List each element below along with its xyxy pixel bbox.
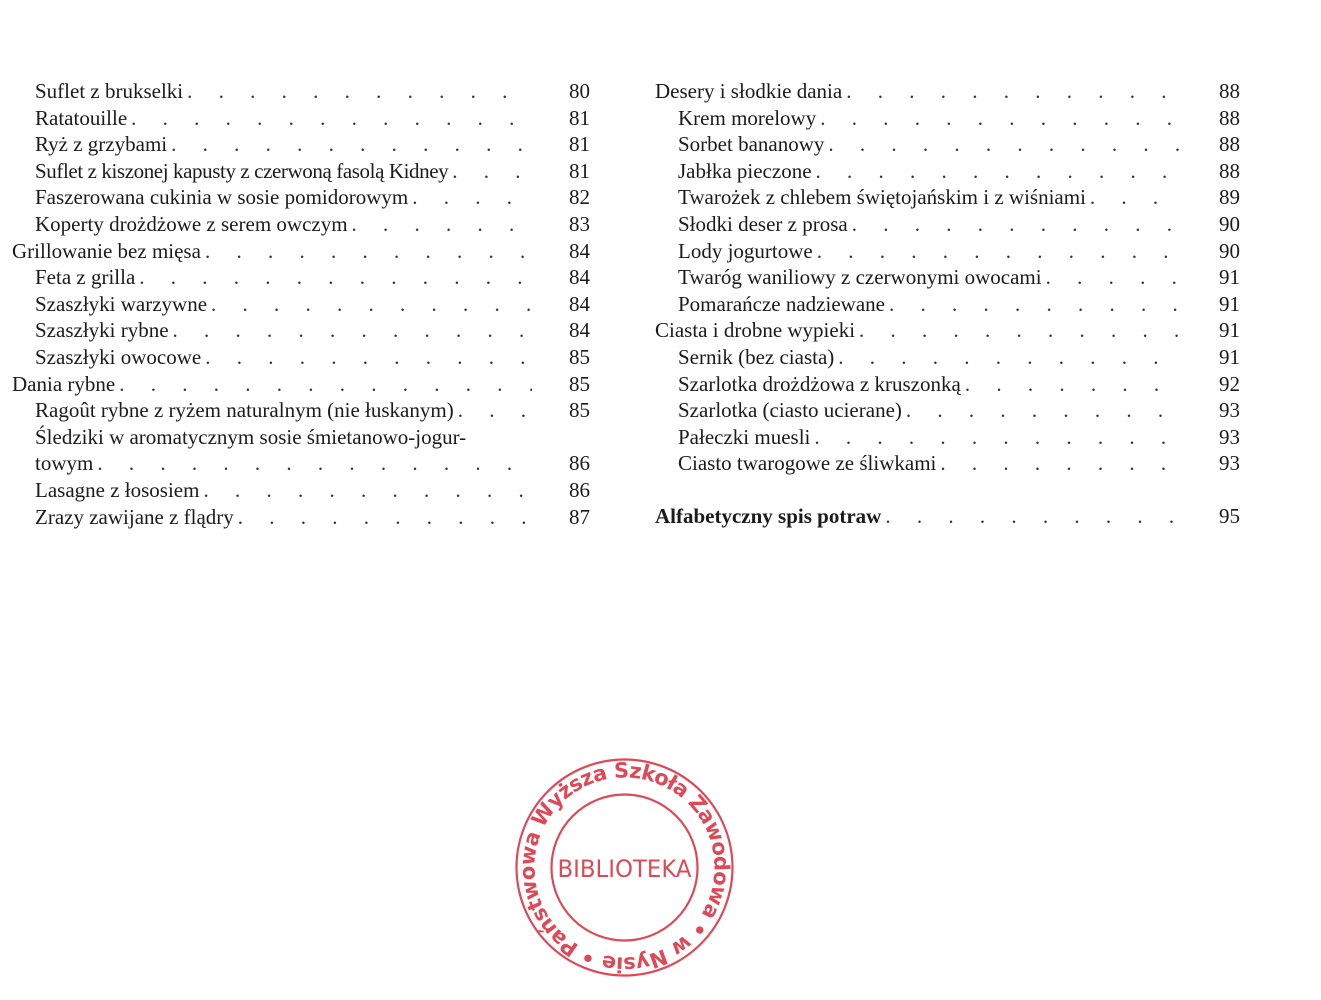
toc-section-heading: Dania rybne . . . 85	[12, 371, 590, 398]
toc-entry: Szarlotka (ciasto ucierane) . . . 93	[655, 397, 1240, 424]
toc-entry: Szaszłyki rybne . . . 84	[12, 317, 590, 344]
toc-entry: Ciasto twarogowe ze śliwkami . . . 93	[655, 450, 1240, 477]
toc-index-entry: Alfabetyczny spis potraw . . . 95	[655, 503, 1240, 530]
toc-entry: Szaszłyki warzywne . . . 84	[12, 291, 590, 318]
toc-entry: Suflet z kiszonej kapusty z czerwoną fasolą Kidney . . . 81	[12, 158, 590, 185]
toc-entry: Słodki deser z prosa . . . 90	[655, 211, 1240, 238]
toc-entry: Szarlotka drożdżowa z kruszonką . . . 92	[655, 371, 1240, 398]
toc-entry: Twarożek z chlebem świętojańskim i z wiśniami . . . 89	[655, 184, 1240, 211]
toc-entry: Ragoût rybne z ryżem naturalnym (nie łuskanym) . . . 85	[12, 397, 590, 424]
toc-entry: Ryż z grzybami . . . 81	[12, 131, 590, 158]
toc-entry: Feta z grilla . . . 84	[12, 264, 590, 291]
toc-entry: Pałeczki muesli . . . 93	[655, 424, 1240, 451]
toc-section-heading: Desery i słodkie dania . . . 88	[655, 78, 1240, 105]
toc-entry: Ratatouille . . . 81	[12, 105, 590, 132]
toc-entry: Sernik (bez ciasta) . . . 91	[655, 344, 1240, 371]
toc-entry: Lasagne z łososiem . . . 86	[12, 477, 590, 504]
toc-entry: Zrazy zawijane z flądry . . . 87	[12, 504, 590, 531]
stamp-ring-text: Państwowa Wyższa Szkoła Zawodowa • w Nysie •	[515, 758, 734, 977]
toc-entry: Pomarańcze nadziewane . . . 91	[655, 291, 1240, 318]
toc-right-column	[655, 78, 1240, 530]
toc-entry: Suflet z brukselki . . . 80	[12, 78, 590, 105]
toc-section-heading: Ciasta i drobne wypieki . . . 91	[655, 317, 1240, 344]
stamp-center-text: BIBLIOTEKA	[557, 855, 692, 883]
toc-section-heading: Grillowanie bez mięsa . . . 84	[12, 238, 590, 265]
toc-left-column	[12, 78, 590, 530]
toc-entry: Jabłka pieczone . . . 88	[655, 158, 1240, 185]
toc-entry: Sorbet bananowy . . . 88	[655, 131, 1240, 158]
toc-entry-wrapped-line: Śledziki w aromatycznym sosie śmietanowo-jogur-	[35, 424, 467, 449]
toc-entry: Szaszłyki owocowe . . . 85	[12, 344, 590, 371]
toc-entry: Faszerowana cukinia w sosie pomidorowym . . . 82	[12, 184, 590, 211]
toc-entry: Koperty drożdżowe z serem owczym . . . 83	[12, 211, 590, 238]
toc-entry: Twaróg waniliowy z czerwonymi owocami . . . 91	[655, 264, 1240, 291]
library-stamp	[512, 755, 737, 980]
toc-entry: Lody jogurtowe . . . 90	[655, 238, 1240, 265]
toc-entry: towym . . . 86	[12, 450, 590, 477]
toc-entry: Krem morelowy . . . 88	[655, 105, 1240, 132]
